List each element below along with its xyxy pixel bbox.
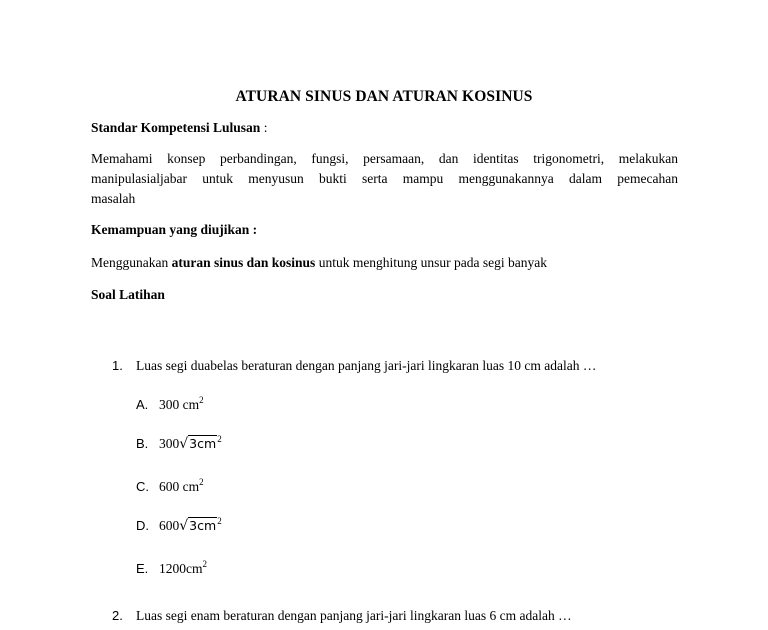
option-letter: D. bbox=[136, 518, 149, 533]
option-value bbox=[159, 436, 222, 452]
question-text: Luas segi duabelas beraturan dengan panjang jari-jari lingkaran luas 10 cm adalah … bbox=[136, 358, 597, 373]
standar-line-2: manipulasialjabar untuk menyusun bukti serta mampu menggunakannya dalam pemecahan bbox=[91, 171, 678, 186]
question-number: 1. bbox=[112, 358, 123, 373]
option-value bbox=[159, 561, 207, 577]
option-exponent: 2 bbox=[217, 434, 222, 444]
kemampuan-suffix: untuk menghitung unsur pada segi banyak bbox=[315, 255, 548, 270]
sqrt-expression bbox=[179, 436, 217, 452]
option-value-text: 600 bbox=[159, 518, 180, 533]
sqrt-icon: √ bbox=[179, 518, 189, 534]
kemampuan-bold: aturan sinus dan kosinus bbox=[171, 255, 316, 270]
standar-label: Standar Kompetensi Lulusan bbox=[91, 120, 261, 135]
sqrt-icon: √ bbox=[179, 436, 189, 452]
option-value-text: 600 cm bbox=[159, 479, 200, 494]
question-text: Luas segi enam beraturan dengan panjang jari-jari lingkaran luas 6 cm adalah … bbox=[136, 608, 572, 623]
standar-line-1: Memahami konsep perbandingan, fungsi, persamaan, dan identitas trigonometri, melakukan bbox=[91, 151, 678, 166]
option-letter: C. bbox=[136, 479, 149, 494]
kemampuan-prefix: Menggunakan bbox=[91, 255, 172, 270]
option-value-text: 300 cm bbox=[159, 397, 200, 412]
kemampuan-heading: Kemampuan yang diujikan : bbox=[91, 222, 258, 237]
option-exponent: 2 bbox=[202, 559, 207, 569]
option-value bbox=[159, 518, 222, 534]
question-number: 2. bbox=[112, 608, 123, 623]
standar-colon: : bbox=[260, 120, 268, 135]
kemampuan-line bbox=[91, 255, 547, 271]
option-value-text: 1200cm bbox=[159, 561, 203, 576]
sqrt-expression bbox=[179, 518, 217, 534]
option-exponent: 2 bbox=[217, 516, 222, 526]
option-exponent: 2 bbox=[199, 395, 204, 405]
document-title: ATURAN SINUS DAN ATURAN KOSINUS bbox=[235, 88, 533, 105]
option-value-text: 300 bbox=[159, 436, 180, 451]
option-value bbox=[159, 397, 204, 413]
option-value bbox=[159, 479, 204, 495]
sqrt-radicand: 3cm bbox=[189, 436, 217, 451]
standar-heading bbox=[91, 120, 267, 136]
option-letter: B. bbox=[136, 436, 149, 451]
soal-heading: Soal Latihan bbox=[91, 287, 165, 302]
standar-line-3: masalah bbox=[91, 191, 136, 206]
option-exponent: 2 bbox=[199, 477, 204, 487]
option-letter: E. bbox=[136, 561, 149, 576]
sqrt-radicand: 3cm bbox=[189, 518, 217, 533]
option-letter: A. bbox=[136, 397, 149, 412]
standar-paragraph bbox=[91, 149, 678, 209]
